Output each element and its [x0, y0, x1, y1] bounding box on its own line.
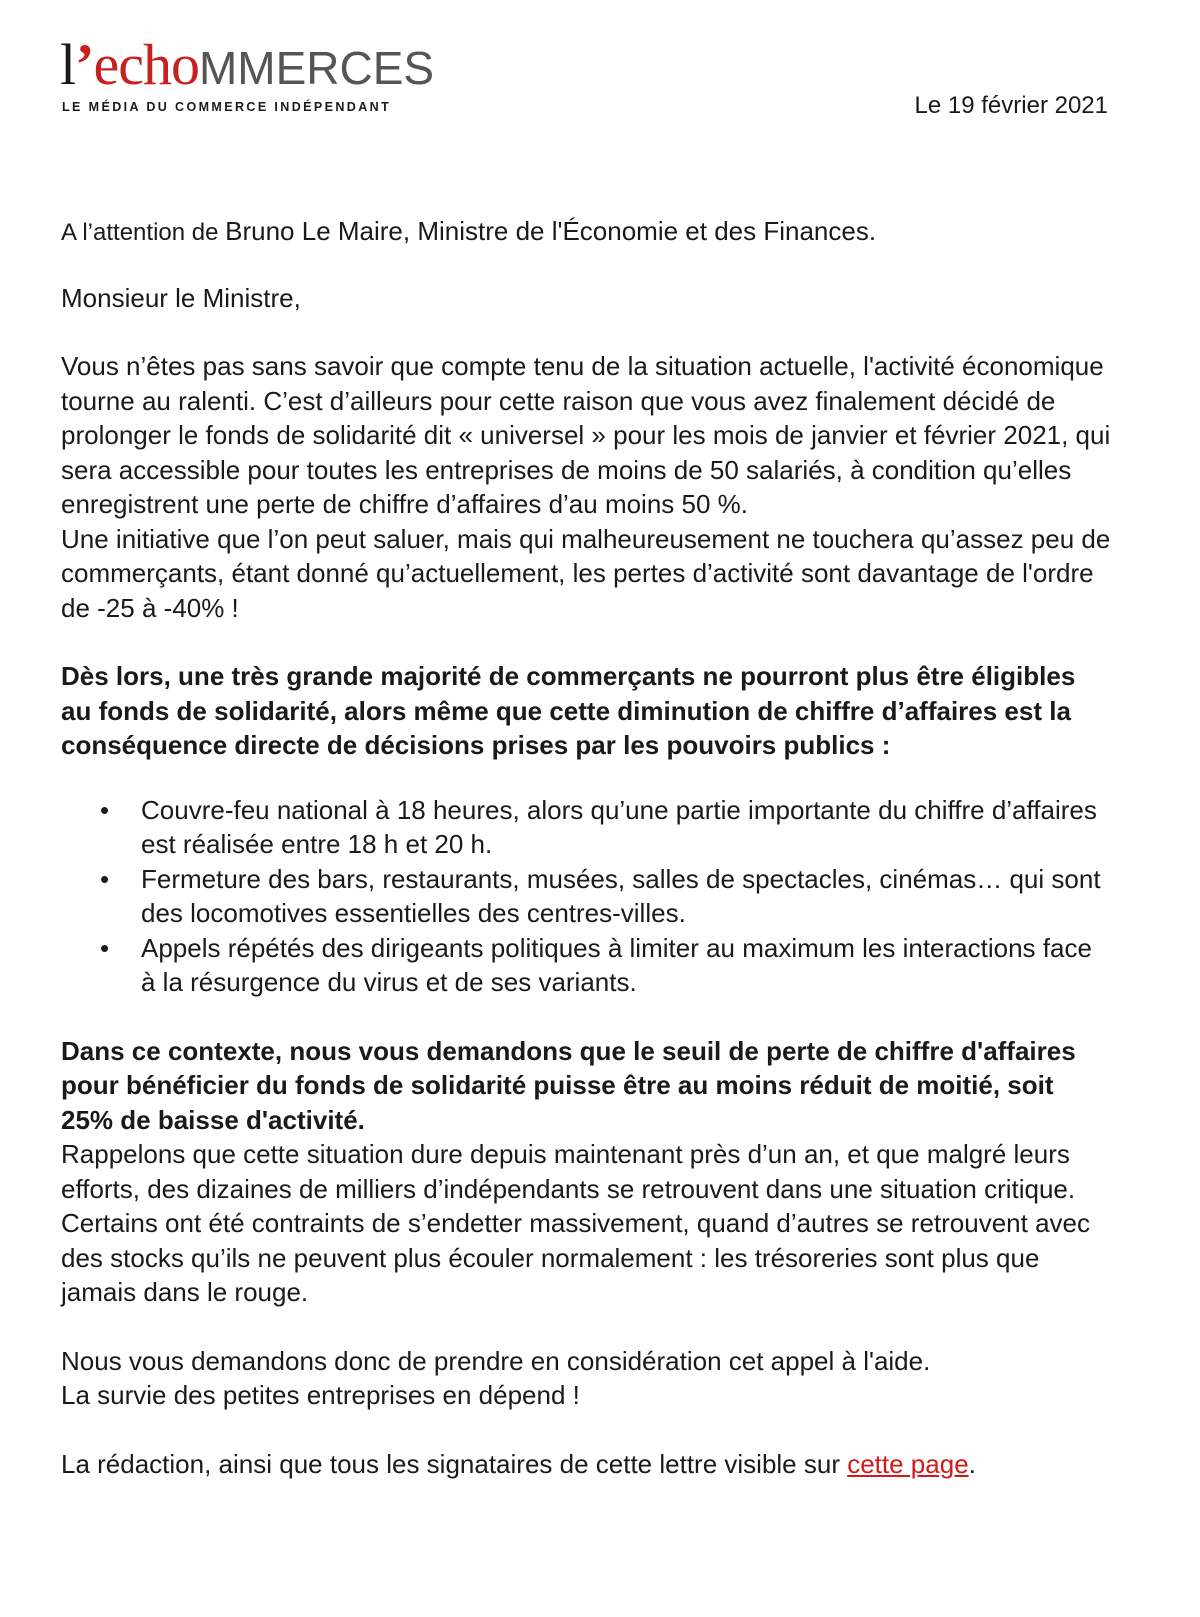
brand-logo [60, 30, 460, 120]
paragraph-situation: Rappelons que cette situation dure depuis maintenant près d’un an, et que malgré leurs efforts, des dizaines de milliers d’indépendants se retrouvent dans une situation critique. Certains ont été contraints de s’endetter massivement, quand d’autres se retrouvent avec des stocks qu’ils ne peuvent plus écouler normalement : les trésoreries sont plus que jamais dans le rouge. [61, 1139, 1091, 1307]
logo-l: l [60, 32, 76, 97]
list-item: • Appels répétés des dirigeants politiques à limiter au maximum les interactions face à la résurgence du virus et de ses variants. [61, 931, 1111, 1000]
logo-wordmark [60, 30, 434, 103]
paragraph-context: Vous n’êtes pas sans savoir que compte tenu de la situation actuelle, l'activité économique tourne au ralenti. C’est d’ailleurs pour cette raison que vous avez finalement décidé de prolonger le fonds de solidarité dit « universel » pour les mois de janvier et février 2021, qui sera accessible pour toutes les entreprises de moins de 50 salariés, à condition qu’elles enregistrent une perte de chiffre d’affaires d’au moins 50 %. [61, 351, 1111, 519]
bullet-list [61, 793, 1111, 1000]
logo-mmerces: MMERCES [198, 42, 435, 94]
signatories-page-link[interactable]: cette page [847, 1448, 969, 1479]
attention-recipient: Bruno Le Maire, Ministre de l'Économie et des Finances. [225, 216, 877, 246]
letter-date: Le 19 février 2021 [914, 92, 1108, 119]
letter-body [61, 214, 1111, 1481]
logo-echo: echo [93, 32, 199, 97]
appeal-line-1: Nous vous demandons donc de prendre en considération cet appel à l'aide. [61, 1345, 931, 1376]
logo-tagline: LE MÉDIA DU COMMERCE INDÉPENDANT [62, 100, 392, 114]
logo-apostrophe: ’ [75, 32, 94, 97]
list-item: • Couvre-feu national à 18 heures, alors qu’une partie importante du chiffre d’affaires est réalisée entre 18 h et 20 h. [61, 793, 1111, 862]
bold-paragraph-eligibility: Dès lors, une très grande majorité de commerçants ne pourront plus être éligibles au fonds de solidarité, alors même que cette diminution de chiffre d’affaires est la conséquence directe de décisions prises par les pouvoirs publics : [61, 661, 1076, 760]
attention-line [61, 214, 1111, 251]
closing-text: La rédaction, ainsi que tous les signataires de cette lettre visible sur [61, 1448, 848, 1479]
paragraph-appeal [61, 1344, 1111, 1413]
appeal-line-2: La survie des petites entreprises en dépend ! [61, 1380, 580, 1410]
closing-line [61, 1447, 1111, 1482]
attention-prefix: A l’attention de [61, 219, 226, 246]
closing-period: . [968, 1448, 976, 1479]
bold-paragraph-request: Dans ce contexte, nous vous demandons que le seuil de perte de chiffre d'affaires pour bénéficier du fonds de solidarité puisse être au moins réduit de moitié, soit 25% de baisse d'activité. [61, 1035, 1076, 1135]
salutation: Monsieur le Ministre, [61, 282, 301, 313]
list-item: • Fermeture des bars, restaurants, musées, salles de spectacles, cinémas… qui sont des locomotives essentielles des centres-villes. [61, 862, 1111, 931]
paragraph-initiative: Une initiative que l’on peut saluer, mais qui malheureusement ne touchera qu’assez peu de commerçants, étant donné qu’actuellement, les pertes d’activité sont davantage de l'ordre de -25 à -40% ! [61, 523, 1111, 623]
